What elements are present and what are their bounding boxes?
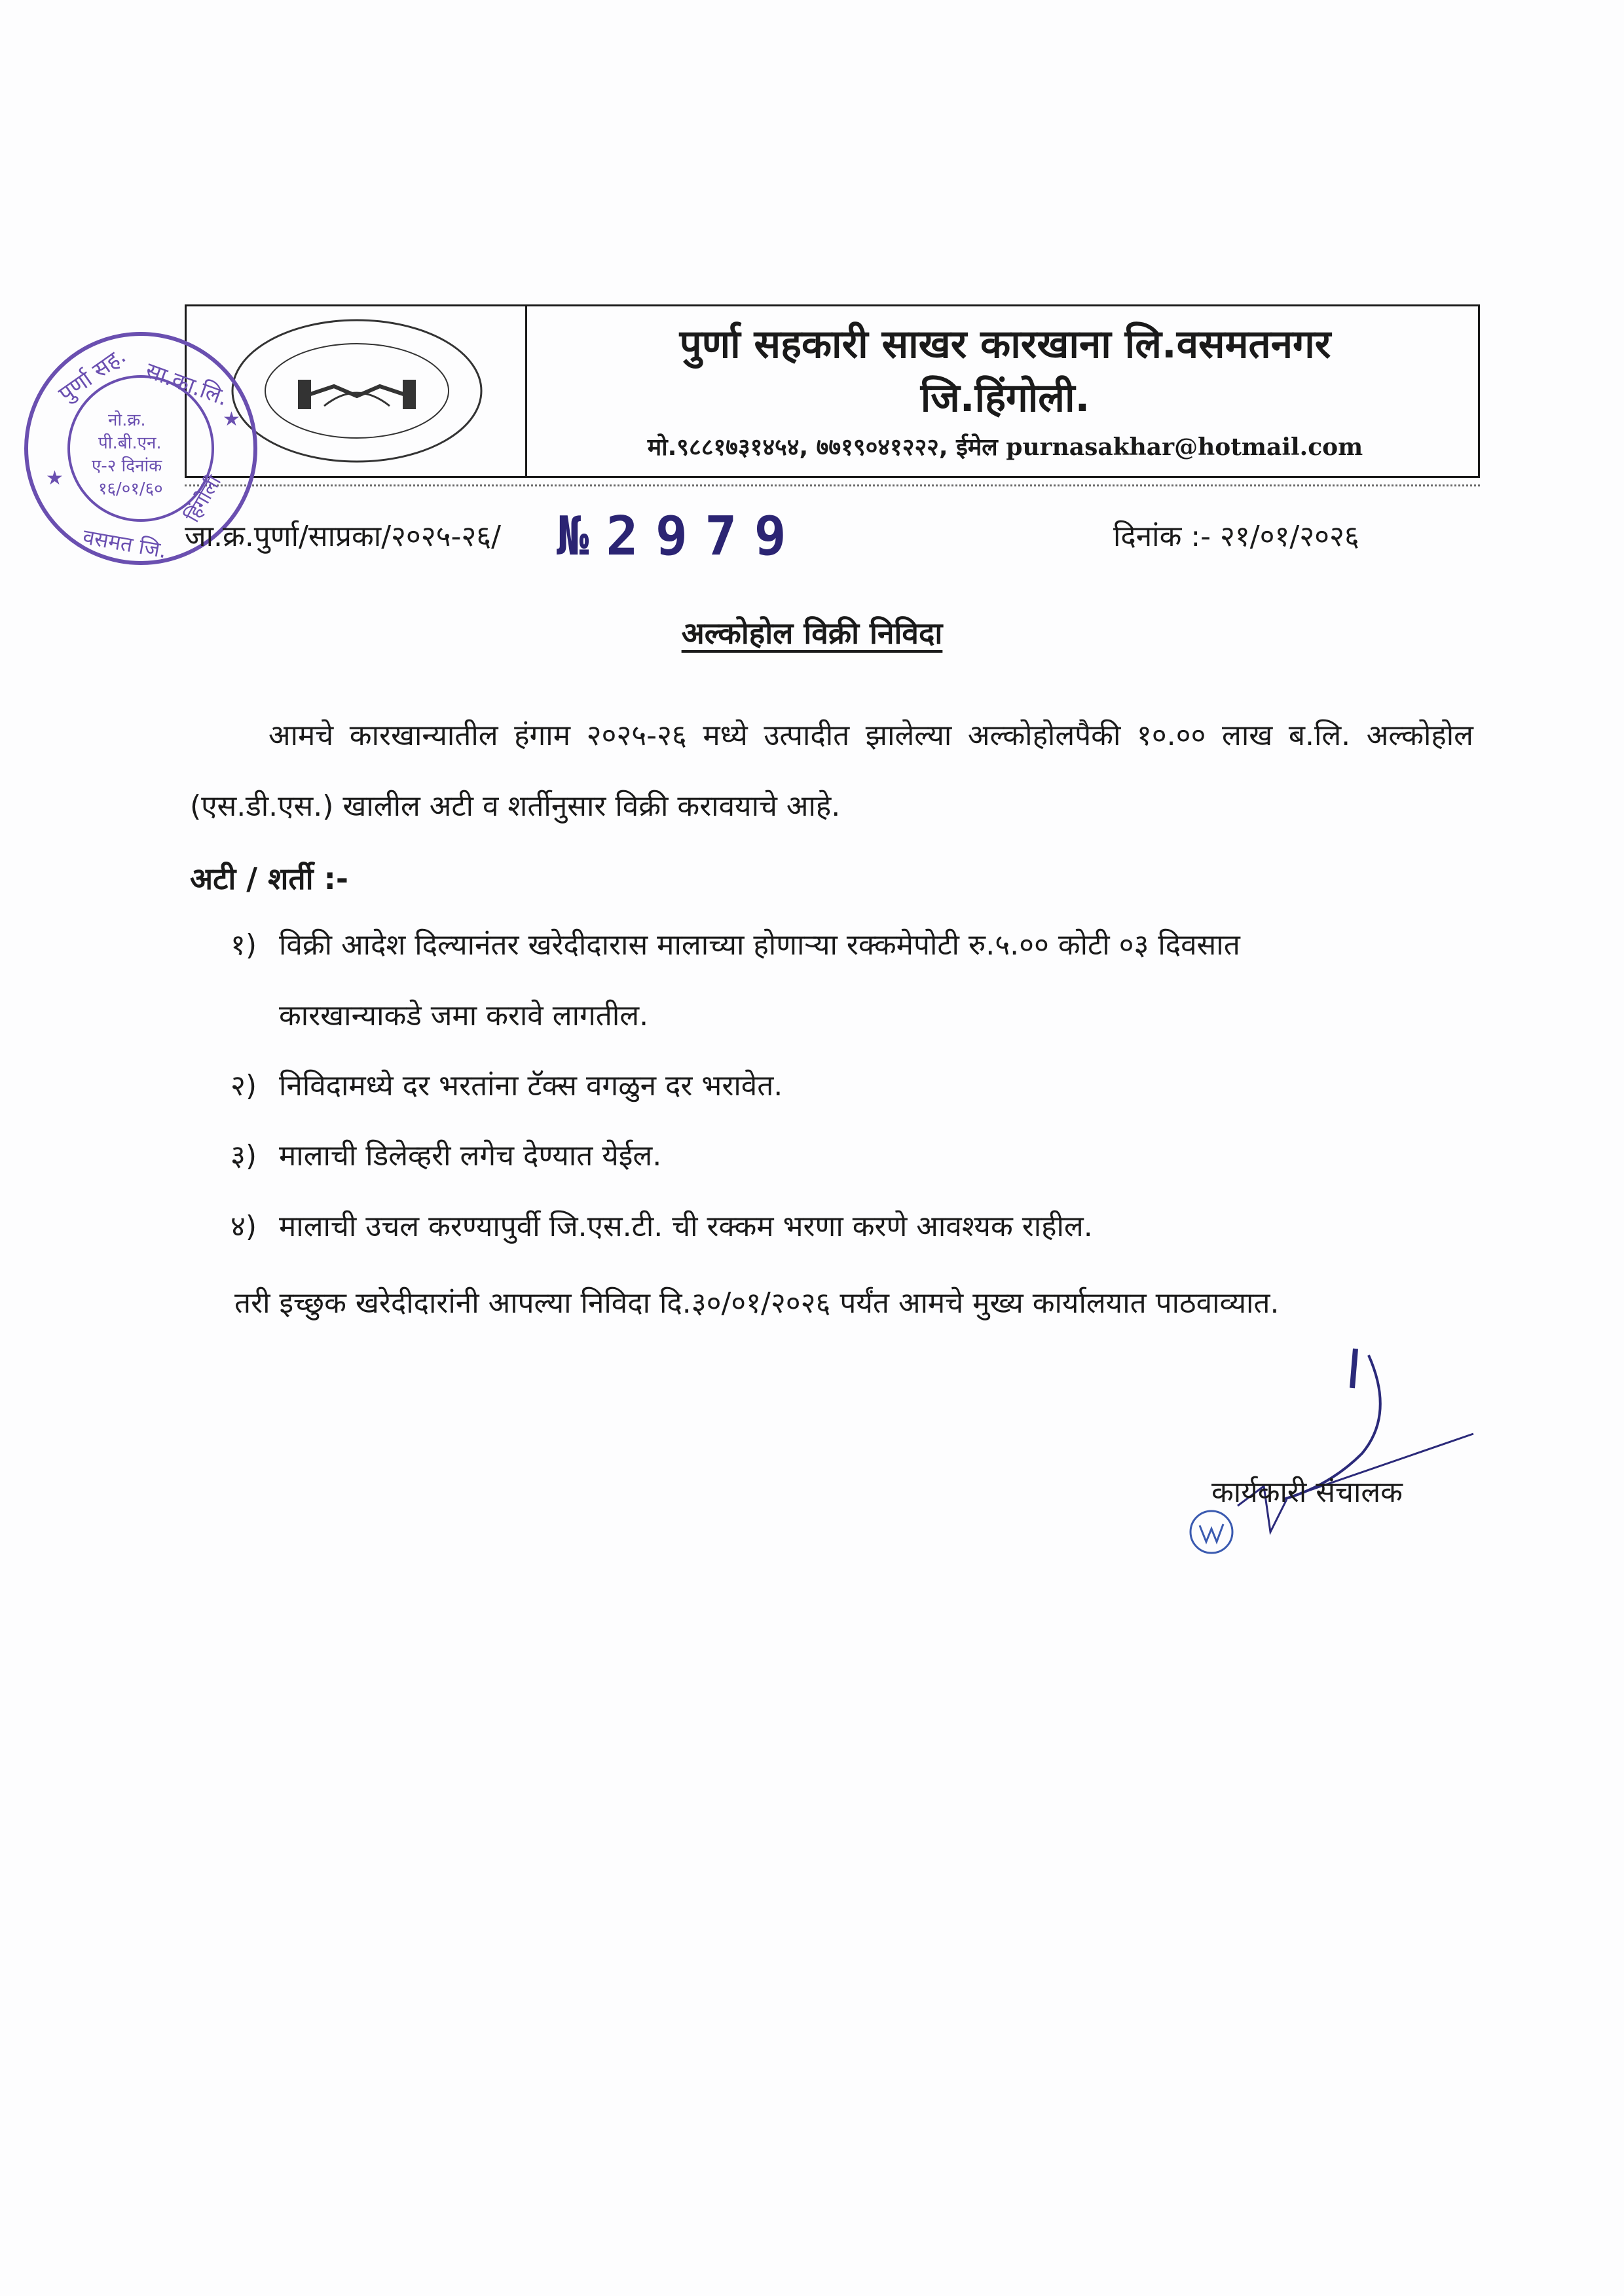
reference-number: №2979 [557,505,803,568]
term-number: १) [231,928,257,962]
svg-text:पी.बी.एन.: पी.बी.एन. [98,433,162,453]
document-title-text: अल्कोहोल विक्री निविदा [681,615,943,651]
svg-text:सा.का.लि.: सा.का.लि. [141,357,232,412]
handwritten-signature [1172,1336,1486,1578]
closing-paragraph: तरी इच्छुक खरेदीदारांनी आपल्या निविदा दि.३०/०१/२०२६ पर्यंत आमचे मुख्य कार्यालयात पाठवाव्यात. [234,1286,1280,1320]
org-name: पुर्णा सहकारी साखर कारखाना लि.वसमतनगर [679,321,1331,367]
signatory-designation: कार्यकारी संचालक [1211,1476,1403,1509]
svg-text:वसमत जि.: वसमत जि. [81,524,169,564]
term-text: निविदामध्ये दर भरतांना टॅक्स वगळुन दर भरावेत. [279,1069,783,1102]
contact-email: purnasakhar@hotmail.com [1006,433,1363,461]
term-number: ३) [231,1139,257,1173]
document-title [0,612,1624,654]
reference-label: जा.क्र.पुर्णा/साप्रका/२०२५-२६/ [185,520,502,553]
svg-text:★: ★ [46,467,64,490]
term-number: ४) [231,1210,257,1243]
header-rule [185,484,1480,486]
header-divider [525,306,527,476]
svg-text:नो.क्र.: नो.क्र. [108,410,146,430]
term-item [231,1051,1442,1121]
factory-logo [226,314,488,468]
term-text: मालाची डिलेव्हरी लगेच देण्यात येईल. [279,1139,662,1173]
intro-paragraph: आमचे कारखान्यातील हंगाम २०२५-२६ मध्ये उत्पादीत झालेल्या अल्कोहोलपैकी १०.०० लाख ब.लि. अल्कोहोल (एस.डी.एस.) खालील अटी व शर्तीनुसार विक्री करावयाचे आहे. [190,719,1473,823]
svg-text:★: ★ [223,408,240,431]
letterhead [185,304,1480,478]
svg-text:हिंगोली: हिंगोली [181,471,227,526]
contact-phones: मो.९८८१७३१४५४, ७७१९०४१२२२, ईमेल [647,434,998,461]
terms-heading: अटी / शर्ती :- [190,861,348,896]
term-text: मालाची उचल करण्यापुर्वी जि.एस.टी. ची रक्कम भरणा करणे आवश्यक राहील. [279,1210,1093,1243]
term-item [231,910,1442,1051]
letter-date: दिनांक :- २१/०१/२०२६ [1113,520,1359,553]
svg-text:पुर्णा सह.: पुर्णा सह. [54,342,131,408]
term-item [231,1192,1442,1262]
term-text: विक्री आदेश दिल्यानंतर खरेदीदारास मालाच्या होणाऱ्या रक्कमेपोटी रु.५.०० कोटी ०३ दिवसात [279,928,1240,962]
term-number: २) [231,1069,257,1102]
org-contact [540,431,1470,464]
org-district: जि.हिंगोली. [920,375,1090,421]
term-text-continued: कारखान्याकडे जमा करावे लागतील. [279,999,649,1032]
term-item [231,1121,1442,1192]
svg-text:ए-२ दिनांक: ए-२ दिनांक [92,456,162,476]
svg-text:१६/०१/६०: १६/०१/६० [98,479,163,499]
